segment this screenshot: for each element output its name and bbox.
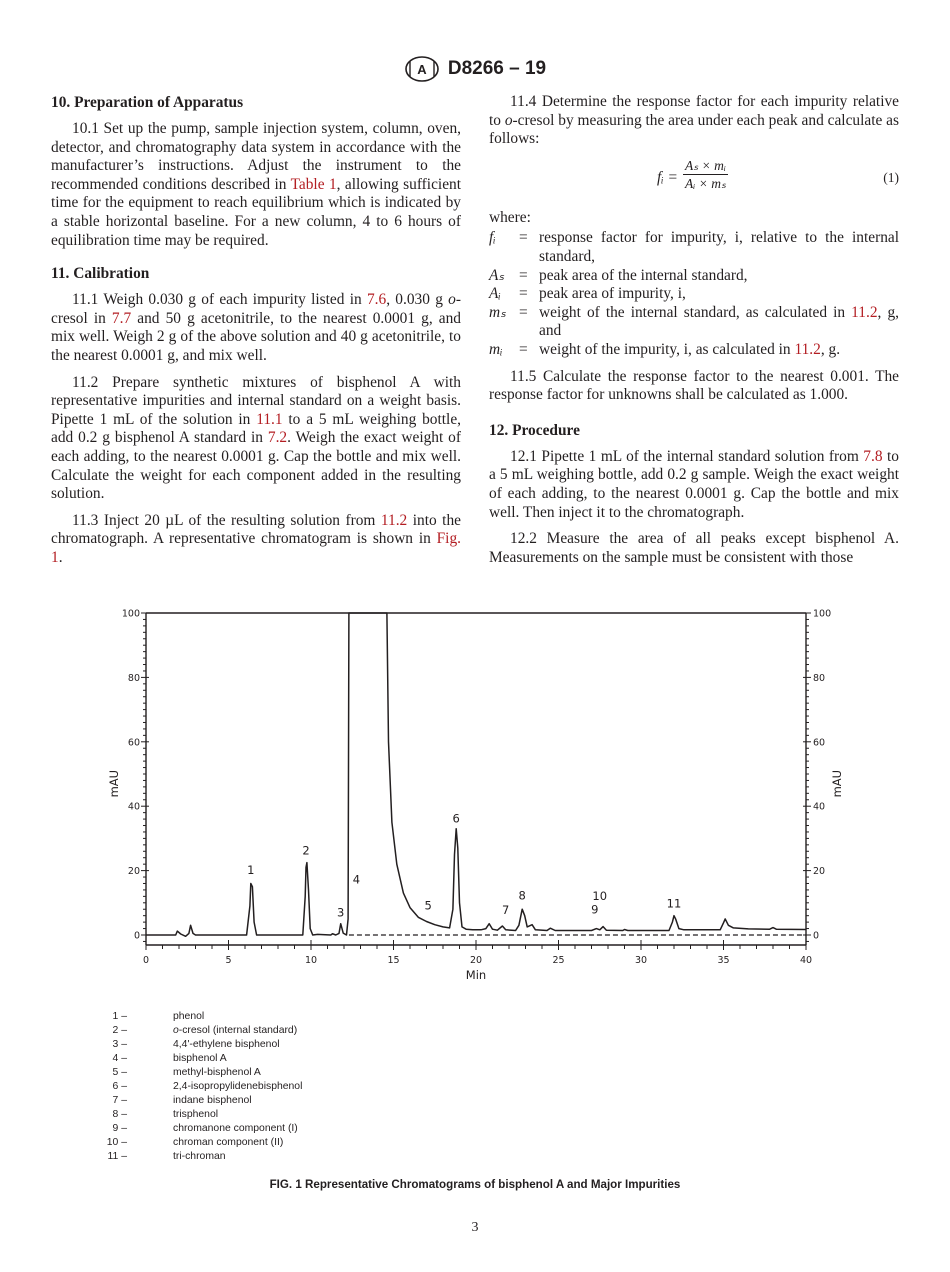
text: to a 5 mL weighing bottle, add 0.2 g sample. Weigh the exact weight of each adding, to the nearest 0.0001 g. Cap the bottle and mix well. Then inject it to the chromatograph. [489, 447, 900, 521]
legend-name: indane bisphenol [173, 1095, 252, 1106]
text: -cresol in [51, 291, 461, 327]
legend-item [105, 1038, 302, 1052]
x-tick-label: 5 [225, 955, 232, 966]
paragraph-12-2: 12.2 Measure the area of all peaks except bisphenol A. Measurements on the sample must be consistent with those [489, 530, 899, 566]
text: o [448, 291, 456, 309]
legend-number: 3 – [112, 1039, 127, 1050]
legend-number: 9 – [112, 1123, 127, 1134]
legend-name: bisphenol A [173, 1053, 227, 1064]
legend-name: tri-chroman [173, 1151, 226, 1162]
definition-equals: = [519, 229, 528, 247]
legend-number: 8 – [112, 1109, 127, 1120]
section-11 [51, 264, 461, 567]
definition-symbol: mₛ [489, 303, 506, 321]
definition-text [539, 304, 899, 341]
y-tick-label-left: 60 [127, 737, 140, 749]
peak-label: 6 [452, 811, 460, 826]
legend-number: 11 – [107, 1151, 127, 1162]
x-tick-label: 15 [387, 955, 400, 966]
peak-label: 5 [424, 898, 432, 913]
peak-label: 11 [666, 896, 682, 911]
text: 10.1 Set up the pump, sample injection system, column, oven, detector, and chromatography data system in accordance with the manufacturer’s instructions. Adjust the instrument to the recommended conditions described in [51, 120, 461, 193]
peak-label: 10 [592, 888, 608, 903]
legend-name: chroman component (II) [173, 1137, 284, 1148]
equation-fraction [683, 157, 728, 192]
peak-label: 1 [247, 862, 255, 877]
y-tick-label-left: 80 [127, 672, 140, 684]
x-tick-label: 35 [717, 955, 730, 966]
y-axis-label-left: mAU [107, 769, 121, 798]
legend-item [105, 1150, 302, 1164]
definition-text: peak area of impurity, i, [539, 285, 686, 303]
text: into the chromatograph. A representative chromatogram is shown in [51, 511, 461, 548]
legend-number: 2 – [112, 1025, 127, 1036]
x-tick-label: 0 [142, 955, 150, 966]
figure-caption: FIG. 1 Representative Chromatograms of bisphenol A and Major Impurities [269, 1178, 681, 1191]
text: 11.3 Inject 20 µL of the resulting solution from [72, 511, 381, 529]
definition-item [489, 304, 899, 341]
x-axis-label: Min [465, 968, 487, 982]
text: . [58, 548, 63, 566]
text: , g, and [539, 303, 899, 340]
text: 11.1 Weigh 0.030 g of each impurity listed in [72, 291, 367, 309]
right-column [489, 93, 899, 581]
chromatogram-trace [146, 613, 806, 936]
section-10 [51, 93, 461, 250]
equation-number: (1) [883, 169, 899, 185]
paragraph-11-3 [51, 512, 461, 568]
legend-item [105, 1136, 302, 1150]
link-7-6[interactable]: 7.6 [366, 291, 387, 309]
section-heading: 12. Procedure [489, 421, 580, 439]
equation-denominator: Aᵢ × mₛ [685, 175, 727, 191]
peak-label: 4 [352, 872, 361, 887]
paragraph-11-4 [489, 93, 899, 149]
y-tick-label-left: 40 [127, 801, 140, 813]
equation-1 [489, 157, 899, 201]
text: , allowing sufficient time for the equipment to reach equilibrium which is indicated by a stable horizontal baseline. For a new column, 4 to 6 hours of equilibration time may be required. [51, 175, 461, 249]
y-tick-label-right: 80 [813, 672, 826, 684]
y-tick-label-right: 60 [813, 737, 826, 749]
paragraph-12-1 [489, 448, 899, 522]
y-tick-label-right: 40 [813, 801, 826, 813]
section-heading: 11. Calibration [51, 265, 150, 283]
link-11-2[interactable]: 11.2 [380, 511, 408, 529]
paragraph-11-2 [51, 374, 461, 504]
definition-text [539, 341, 899, 360]
definition-item [489, 285, 899, 304]
text: weight of the impurity, i, as calculated in [539, 340, 795, 358]
link-7-2[interactable]: 7.2 [267, 429, 288, 447]
x-tick-label: 25 [552, 955, 565, 966]
legend-number: 10 – [106, 1137, 127, 1148]
legend-item [105, 1094, 302, 1108]
peak-label: 9 [591, 902, 599, 917]
equation-numerator: Aₛ × mᵢ [685, 157, 727, 173]
definitions-list [489, 229, 899, 359]
astm-logo-icon [404, 55, 440, 83]
svg-text:A: A [417, 62, 427, 77]
peak-label: 7 [502, 903, 510, 918]
text: and 50 g acetonitrile, to the nearest 0.0001 g, and mix well. Weigh 2 g of the above solution and 40 g acetonitrile, to the nearest 0.0001 g, and mix well. [51, 309, 461, 364]
link-11-2[interactable]: 11.2 [794, 340, 821, 358]
legend-number: 6 – [112, 1081, 127, 1092]
legend-name: methyl-bisphenol A [173, 1067, 261, 1078]
x-tick-label: 40 [799, 955, 813, 966]
definition-item [489, 341, 899, 360]
legend-name: 4,4'-ethylene bisphenol [173, 1039, 280, 1050]
left-column [51, 93, 461, 581]
y-tick-label-left: 100 [121, 608, 140, 620]
link-fig-1[interactable]: Fig. 1 [51, 530, 461, 566]
definition-equals: = [519, 266, 528, 284]
definition-symbol: fᵢ [489, 229, 496, 247]
peak-label: 2 [302, 843, 310, 858]
legend-name: o-cresol (internal standard) [173, 1025, 298, 1036]
legend-name: trisphenol [173, 1109, 219, 1120]
text: 11.2 Prepare synthetic mixtures of bisphenol A with representative impurities and internal standard on a weight basis. Pipette 1 mL of the solution in [51, 373, 461, 428]
definition-text: peak area of the internal standard, [539, 266, 748, 284]
legend-name: chromanone component (I) [173, 1123, 298, 1134]
text: 12.1 Pipette 1 mL of the internal standard solution from [510, 447, 864, 465]
legend-name: 2,4-isopropylidenebisphenol [173, 1081, 303, 1092]
link-7-7[interactable]: 7.7 [111, 309, 132, 327]
link-11-2[interactable]: 11.2 [851, 303, 878, 321]
text: , g. [820, 340, 841, 358]
y-tick-label-right: 0 [813, 930, 820, 942]
legend-item [105, 1024, 302, 1038]
legend-item [105, 1080, 302, 1094]
x-tick-label: 10 [304, 955, 318, 966]
definition-text: response factor for impurity, i, relative to the internal standard, [539, 229, 899, 265]
definition-equals: = [519, 340, 528, 358]
legend-item [105, 1066, 302, 1080]
peak-legend [105, 1010, 302, 1164]
legend-item [105, 1122, 302, 1136]
x-tick-label: 20 [469, 955, 483, 966]
definition-equals: = [519, 303, 528, 321]
definition-equals: = [519, 285, 528, 303]
text: weight of the internal standard, as calculated in [539, 303, 852, 321]
y-tick-label-right: 100 [813, 608, 832, 620]
paragraph-11-1 [51, 291, 461, 365]
legend-number: 1 – [112, 1011, 127, 1022]
text: to a 5 mL weighing bottle, add 0.2 g bisphenol A standard in [51, 410, 461, 447]
link-11-1[interactable]: 11.1 [256, 410, 283, 428]
definition-symbol: mᵢ [489, 340, 503, 358]
legend-item [105, 1010, 302, 1024]
document-designation: D8266 – 19 [447, 58, 547, 79]
text: . Weigh the exact weight of each adding, to the nearest 0.0001 g. Cap the bottle and mix well. Calculate the weight for each component added in the resulting solution. [51, 429, 461, 503]
y-tick-label-left: 0 [133, 930, 140, 942]
text: -cresol by measuring the area under each peak and calculate as follows: [489, 111, 899, 148]
where-label: where: [489, 208, 531, 226]
legend-number: 5 – [112, 1067, 127, 1078]
x-tick-label: 30 [634, 955, 648, 966]
page-number: 3 [471, 1220, 479, 1235]
chromatogram-chart [100, 600, 860, 990]
legend-item [105, 1108, 302, 1122]
page-header [0, 55, 950, 83]
definition-item [489, 229, 899, 266]
y-tick-label-right: 20 [813, 866, 826, 878]
legend-number: 7 – [112, 1095, 127, 1106]
paragraph-11-5: 11.5 Calculate the response factor to the nearest 0.001. The response factor for unknowns shall be calculated as 1.000. [489, 367, 899, 404]
peak-label: 3 [337, 905, 345, 920]
link-7-8[interactable]: 7.8 [863, 447, 883, 465]
text: 11.4 Determine the response factor for each impurity relative to [489, 93, 899, 129]
link-table-1[interactable]: Table 1 [290, 175, 337, 193]
text: , 0.030 g [386, 291, 449, 309]
legend-number: 4 – [112, 1053, 127, 1064]
text: o [504, 111, 513, 129]
peak-label: 8 [518, 888, 526, 903]
equation-lhs: fᵢ = [657, 168, 678, 186]
y-axis-label-right: mAU [830, 769, 844, 798]
definition-symbol: Aₛ [489, 266, 505, 284]
paragraph-10-1 [51, 120, 461, 250]
section-12 [489, 421, 899, 568]
legend-name: phenol [173, 1011, 205, 1022]
section-heading: 10. Preparation of Apparatus [51, 94, 244, 111]
definition-item [489, 267, 899, 286]
definition-symbol: Aᵢ [489, 285, 501, 303]
legend-item [105, 1052, 302, 1066]
y-tick-label-left: 20 [127, 866, 140, 878]
